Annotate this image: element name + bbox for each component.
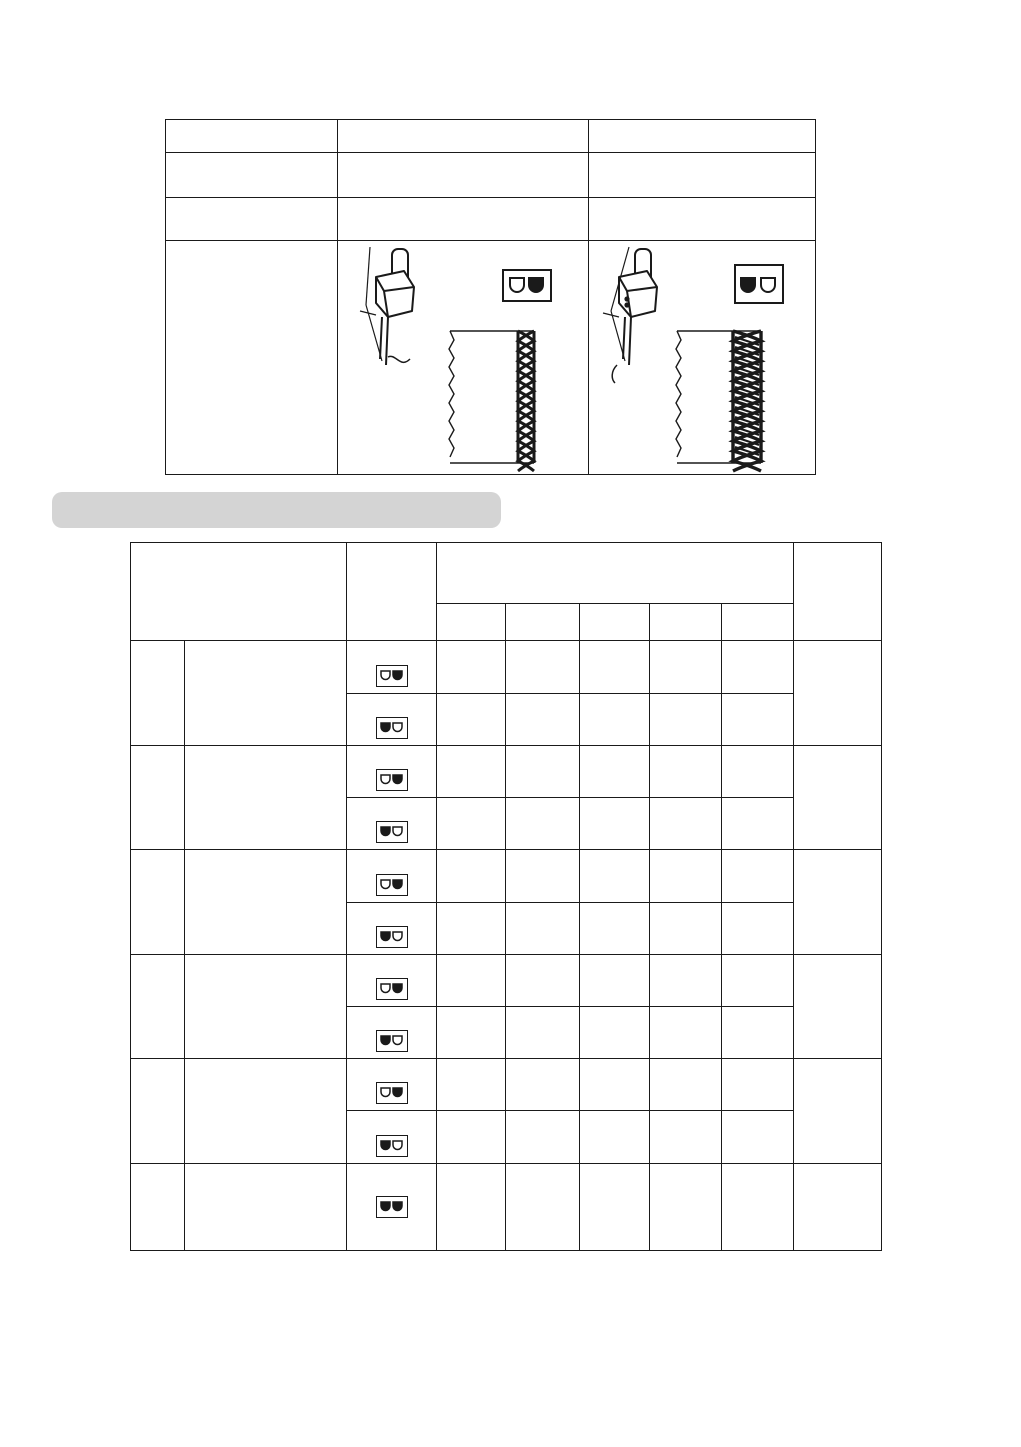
selector-cell	[347, 1111, 437, 1163]
value-cell	[437, 1006, 506, 1058]
illustration-cell-narrow	[338, 241, 589, 475]
top-row	[166, 153, 816, 198]
value-cell	[650, 641, 722, 693]
value-cell	[437, 641, 506, 693]
note-cell	[794, 641, 882, 745]
value-cell	[437, 1163, 506, 1250]
selector-left-filled-right-open-icon	[376, 1030, 408, 1052]
value-cell	[506, 1163, 580, 1250]
value-cell	[722, 798, 794, 850]
row-label-cell	[185, 1163, 347, 1250]
selector-cell	[347, 902, 437, 954]
note-cell	[794, 1059, 882, 1163]
value-cell	[650, 1111, 722, 1163]
value-cell	[506, 850, 580, 902]
value-cell	[437, 902, 506, 954]
top-cell	[589, 120, 816, 153]
value-cell	[437, 1059, 506, 1111]
table-row	[131, 745, 882, 797]
value-cell	[580, 745, 650, 797]
top-cell	[166, 198, 338, 241]
selector-left-open-right-filled-icon	[376, 769, 408, 791]
value-cell	[580, 1111, 650, 1163]
row-label-cell	[185, 641, 347, 745]
selector-left-filled-right-open-icon	[376, 926, 408, 948]
section-banner	[52, 492, 501, 528]
note-cell	[794, 745, 882, 849]
selector-both-filled-icon	[376, 1196, 408, 1218]
value-cell	[580, 641, 650, 693]
value-cell	[650, 798, 722, 850]
value-cell	[650, 954, 722, 1006]
value-cell	[722, 902, 794, 954]
value-cell	[437, 1111, 506, 1163]
table-row	[131, 954, 882, 1006]
illustration-cell-wide	[589, 241, 816, 475]
value-cell	[580, 954, 650, 1006]
value-cell	[650, 1006, 722, 1058]
row-number-cell	[131, 954, 185, 1058]
row-label-cell	[185, 954, 347, 1058]
value-cell	[650, 745, 722, 797]
selector-left-filled-right-open-icon	[376, 1135, 408, 1157]
selector-left-open-right-filled-icon	[376, 874, 408, 896]
selector-cell	[347, 1006, 437, 1058]
top-header-row	[166, 120, 816, 153]
selector-cell	[347, 1059, 437, 1111]
note-cell	[794, 954, 882, 1058]
selector-cell	[347, 745, 437, 797]
value-cell	[506, 745, 580, 797]
top-cell	[166, 120, 338, 153]
table-row	[131, 1163, 882, 1250]
subheader-cell	[650, 604, 722, 641]
value-cell	[722, 1163, 794, 1250]
settings-table	[130, 542, 882, 1251]
narrow-overlock-illustration	[338, 241, 588, 473]
top-cell	[338, 120, 589, 153]
value-cell	[722, 850, 794, 902]
row-number-cell	[131, 1163, 185, 1250]
selector-cell	[347, 641, 437, 693]
value-cell	[722, 641, 794, 693]
value-cell	[506, 1006, 580, 1058]
row-label-cell	[185, 850, 347, 954]
subheader-cell	[506, 604, 580, 641]
top-cell	[589, 153, 816, 198]
row-number-cell	[131, 745, 185, 849]
selector-left-filled-right-open-icon	[376, 821, 408, 843]
top-cell	[166, 241, 338, 475]
value-cell	[580, 693, 650, 745]
row-number-cell	[131, 641, 185, 745]
value-cell	[437, 954, 506, 1006]
value-cell	[506, 1059, 580, 1111]
note-cell	[794, 850, 882, 954]
value-cell	[722, 1006, 794, 1058]
selector-cell	[347, 798, 437, 850]
table-row	[131, 850, 882, 902]
selector-icon-filled-open	[735, 265, 783, 303]
illustration-row	[166, 241, 816, 475]
selector-left-filled-right-open-icon	[376, 717, 408, 739]
value-cell	[437, 798, 506, 850]
value-cell	[650, 693, 722, 745]
table-row	[131, 1059, 882, 1111]
row-label-cell	[185, 1059, 347, 1163]
value-cell	[437, 745, 506, 797]
note-cell	[794, 1163, 882, 1250]
value-cell	[650, 850, 722, 902]
value-cell	[506, 954, 580, 1006]
selector-cell	[347, 850, 437, 902]
selector-left-open-right-filled-icon	[376, 1082, 408, 1104]
header-cell	[347, 543, 437, 641]
value-cell	[650, 1163, 722, 1250]
value-cell	[580, 902, 650, 954]
top-cell	[338, 153, 589, 198]
selector-cell	[347, 693, 437, 745]
selector-left-open-right-filled-icon	[376, 665, 408, 687]
subheader-cell	[580, 604, 650, 641]
selector-icon-open-filled	[503, 270, 551, 301]
value-cell	[722, 1111, 794, 1163]
header-cell	[794, 543, 882, 641]
value-cell	[506, 693, 580, 745]
value-cell	[722, 745, 794, 797]
header-cell	[131, 543, 347, 641]
row-label-cell	[185, 745, 347, 849]
top-cell	[589, 198, 816, 241]
value-cell	[506, 798, 580, 850]
value-cell	[580, 850, 650, 902]
value-cell	[722, 954, 794, 1006]
value-cell	[580, 798, 650, 850]
value-cell	[580, 1163, 650, 1250]
value-cell	[722, 1059, 794, 1111]
selector-left-open-right-filled-icon	[376, 978, 408, 1000]
row-number-cell	[131, 850, 185, 954]
value-cell	[580, 1059, 650, 1111]
value-cell	[437, 850, 506, 902]
header-group-cell	[437, 543, 794, 604]
selector-cell	[347, 1163, 437, 1250]
stitch-comparison-table	[165, 119, 816, 475]
value-cell	[506, 641, 580, 693]
value-cell	[580, 1006, 650, 1058]
row-number-cell	[131, 1059, 185, 1163]
top-row	[166, 198, 816, 241]
subheader-cell	[722, 604, 794, 641]
subheader-cell	[437, 604, 506, 641]
top-cell	[338, 198, 589, 241]
selector-cell	[347, 954, 437, 1006]
wide-overlock-illustration	[589, 241, 815, 473]
value-cell	[506, 1111, 580, 1163]
table-header-row	[131, 543, 882, 604]
value-cell	[650, 902, 722, 954]
top-cell	[166, 153, 338, 198]
table-row	[131, 641, 882, 693]
value-cell	[506, 902, 580, 954]
value-cell	[722, 693, 794, 745]
value-cell	[437, 693, 506, 745]
value-cell	[650, 1059, 722, 1111]
